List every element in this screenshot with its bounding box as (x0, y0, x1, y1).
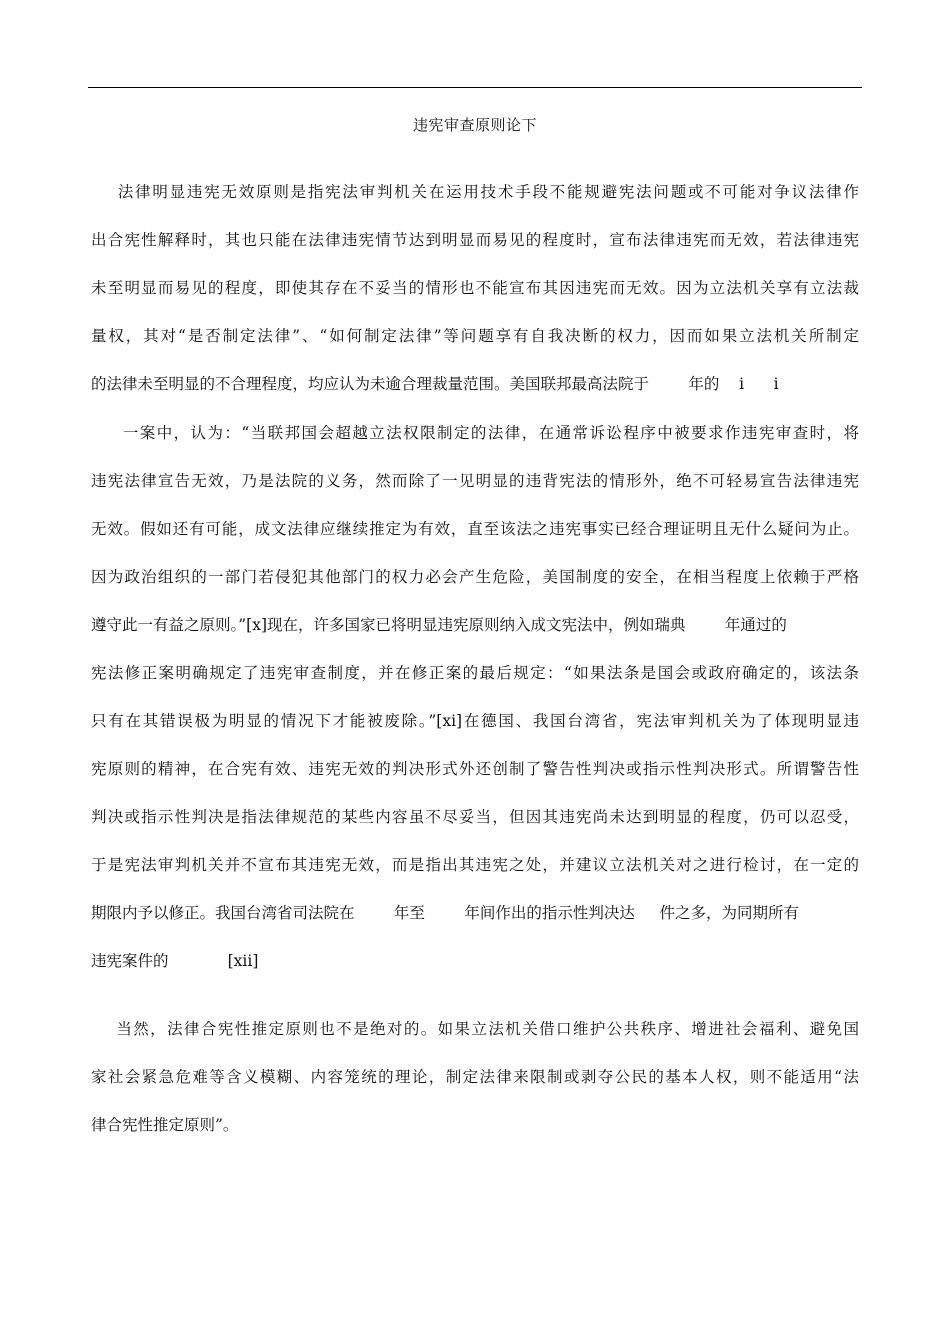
paragraph-1-line-6: 一案中，认为：“当联邦国会超越立法权限制定的法律，在通常诉讼程序中被要求作违宪审查时，将 (91, 424, 859, 442)
paragraph-1-line-10: 遵守此一有益之原则。”[x]现在，许多国家已将明显违宪原则纳入成文宪法中，例如瑞典 年通过的 (91, 616, 787, 634)
paragraph-1-line-14: 判决或指示性判决是指法律规范的某些内容虽不尽妥当，但因其违宪尚未达到明显的程度，仍可以忍受， (91, 808, 859, 826)
paragraph-1-line-15: 于是宪法审判机关并不宣布其违宪无效，而是指出其违宪之处，并建议立法机关对之进行检讨，在一定的 (91, 856, 859, 874)
paragraph-1-line-13: 宪原则的精神，在合宪有效、违宪无效的判决形式外还创制了警告性判决或指示性判决形式。所谓警告性 (91, 760, 859, 778)
paragraph-2-line-1: 当然，法律合宪性推定原则也不是绝对的。如果立法机关借口维护公共秩序、增进社会福利、避免国 (91, 1020, 859, 1038)
paragraph-1-line-5: 的法律未至明显的不合理程度，均应认为未逾合理裁量范围。美国联邦最高法院于 年的 i i (91, 375, 779, 393)
header-rule (88, 87, 862, 88)
paragraph-1-line-3: 未至明显而易见的程度，即使其存在不妥当的情形也不能宣布其因违宪而无效。因为立法机关享有立法裁 (91, 279, 859, 297)
paragraph-1-line-1: 法律明显违宪无效原则是指宪法审判机关在运用技术手段不能规避宪法问题或不可能对争议法律作 (91, 183, 859, 201)
paragraph-1-line-4: 量权，其对“是否制定法律”、“如何制定法律”等问题享有自我决断的权力，因而如果立法机关所制定 (91, 327, 859, 345)
paragraph-1-line-8: 无效。假如还有可能，成文法律应继续推定为有效，直至该法之违宪事实已经合理证明且无什么疑问为止。 (91, 520, 859, 538)
paragraph-1-line-16: 期限内予以修正。我国台湾省司法院在 年至 年间作出的指示性判决达 件之多，为同期所有 (91, 904, 799, 922)
paragraph-2-line-3: 律合宪性推定原则”。 (91, 1116, 239, 1134)
paragraph-1-line-9: 因为政治组织的一部门若侵犯其他部门的权力必会产生危险，美国制度的安全，在相当程度上依赖于严格 (91, 568, 859, 586)
paragraph-1-line-12: 只有在其错误极为明显的情况下才能被废除。”[xi]在德国、我国台湾省，宪法审判机关为了体现明显违 (91, 712, 859, 730)
paragraph-1-line-2: 出合宪性解释时，其也只能在法律违宪情节达到明显而易见的程度时，宣布法律违宪而无效，若法律违宪 (91, 231, 859, 249)
paragraph-1-line-11: 宪法修正案明确规定了违宪审查制度，并在修正案的最后规定：“如果法条是国会或政府确定的，该法条 (91, 664, 859, 682)
paragraph-2-line-2: 家社会紧急危难等含义模糊、内容笼统的理论，制定法律来限制或剥夺公民的基本人权，则不能适用“法 (91, 1068, 859, 1086)
document-title: 违宪审查原则论下 (412, 116, 537, 134)
paragraph-1-line-17: 违宪案件的 [xii] (91, 952, 259, 970)
paragraph-1-line-7: 违宪法律宣告无效，乃是法院的义务，然而除了一见明显的违背宪法的情形外，绝不可轻易宣告法律违宪 (91, 472, 859, 490)
